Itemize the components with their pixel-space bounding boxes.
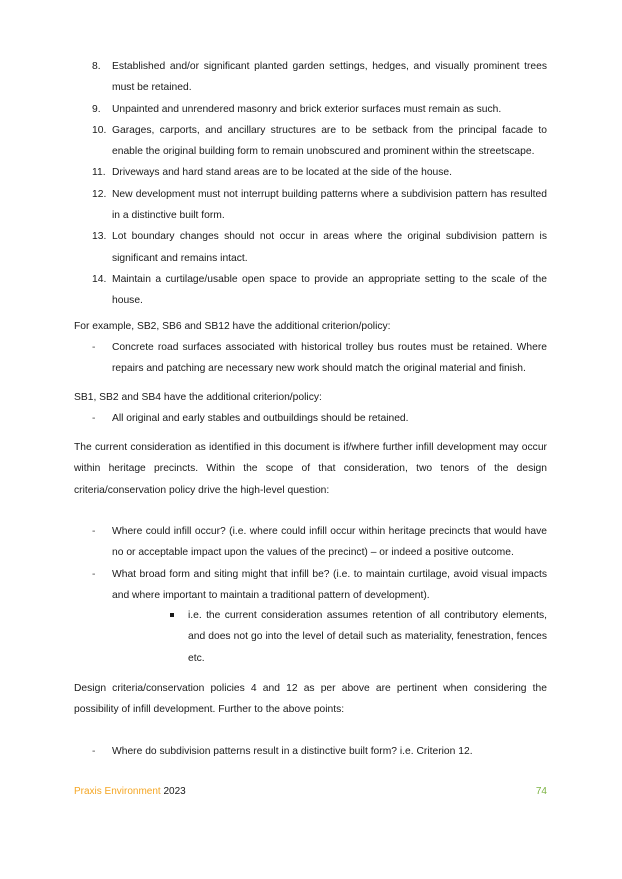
list-item (92, 56, 547, 99)
item-text: Garages, carports, and ancillary structures are to be setback from the principal facade to enable the original building form to remain unobscured and prominent within the streetscape. (112, 124, 547, 158)
question-bullet-list (92, 521, 547, 606)
example-bullet-list (92, 337, 547, 380)
item-number: 14. (92, 273, 107, 285)
item-text: What broad form and siting might that infill be? (i.e. to maintain curtilage, avoid visual impacts and where important to maintain a traditional pattern of development). (112, 568, 547, 601)
list-item (92, 99, 547, 120)
page-number: 74 (535, 786, 547, 797)
item-text: Concrete road surfaces associated with historical trolley bus routes must be retained. Where repairs and patching are necessary new work should match the original material and finish. (112, 342, 547, 375)
item-text: Where do subdivision patterns result in a distinctive built form? i.e. Criterion 12. (112, 746, 473, 757)
example-intro: For example, SB2, SB6 and SB12 have the additional criterion/policy: (74, 321, 391, 332)
footer-brand: Praxis Environment (74, 786, 161, 797)
list-item (92, 184, 547, 227)
item-number: 13. (92, 231, 107, 243)
item-text: New development must not interrupt building patterns where a subdivision pattern has resulted in a distinctive built form. (112, 188, 547, 222)
item-text: Where could infill occur? (i.e. where could infill occur within heritage precincts that would have no or acceptable impact upon the values of the precinct) – or indeed a positive outcome. (112, 526, 547, 559)
list-item (92, 741, 547, 762)
footer-year: 2023 (163, 786, 186, 797)
dash-marker: - (92, 568, 96, 580)
list-item (92, 564, 547, 607)
item-text: Driveways and hard stand areas are to be located at the side of the house. (112, 167, 453, 179)
sb-bullet-list (92, 408, 547, 429)
dash-marker: - (92, 342, 96, 353)
dash-marker: - (92, 413, 96, 424)
final-bullet-list (92, 741, 547, 762)
list-item (92, 120, 547, 163)
list-item (92, 162, 547, 183)
item-number: 10. (92, 124, 107, 136)
item-text: i.e. the current consideration assumes retention of all contributory elements, and does not go into the level of detail such as materiality, fenestration, fences etc. (188, 610, 547, 664)
footer-credit (74, 786, 186, 797)
item-text: Unpainted and unrendered masonry and brick exterior surfaces must remain as such. (112, 103, 502, 115)
list-item (92, 269, 547, 312)
item-text: Lot boundary changes should not occur in areas where the original subdivision pattern is significant and remains intact. (112, 231, 547, 264)
list-item (170, 605, 547, 669)
item-text: All original and early stables and outbuildings should be retained. (112, 413, 409, 424)
list-item (92, 521, 547, 564)
item-number: 9. (92, 103, 101, 115)
list-item (92, 408, 547, 429)
criteria-list (92, 56, 547, 312)
item-number: 8. (92, 61, 101, 72)
list-item (92, 226, 547, 269)
sub-bullet-list (170, 605, 547, 669)
consideration-paragraph: The current consideration as identified in this document is if/where further infill development may occur within heritage precincts. Within the scope of that consideration, two tenors of the design criteria/conservation policy drive the high-level question: (74, 442, 547, 496)
item-text: Established and/or significant planted garden settings, hedges, and visually prominent trees must be retained. (112, 61, 547, 94)
item-number: 11. (92, 167, 106, 179)
list-item (92, 337, 547, 380)
dash-marker: - (92, 746, 96, 757)
dash-marker: - (92, 526, 96, 537)
sb-intro: SB1, SB2 and SB4 have the additional criterion/policy: (74, 392, 322, 403)
item-number: 12. (92, 188, 107, 200)
square-bullet-icon (170, 613, 174, 617)
design-paragraph: Design criteria/conservation policies 4 and 12 as per above are pertinent when considering the possibility of infill development. Further to the above points: (74, 683, 547, 716)
item-text: Maintain a curtilage/usable open space to provide an appropriate setting to the scale of the house. (112, 273, 547, 307)
